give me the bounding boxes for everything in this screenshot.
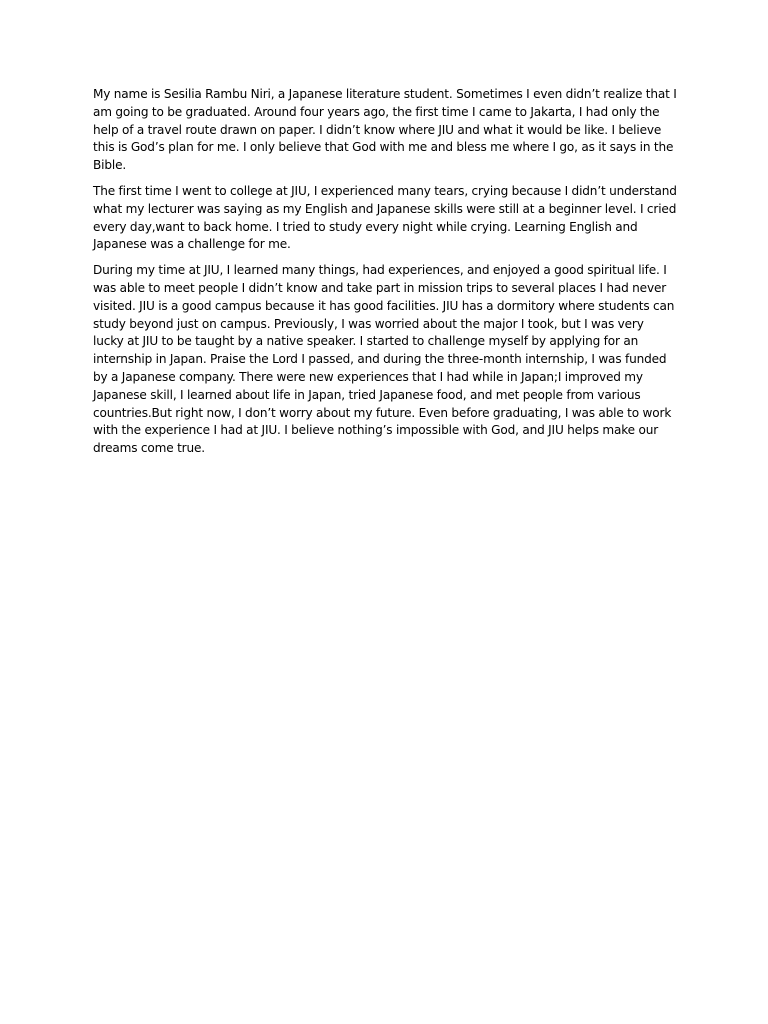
paragraph-3: During my time at JIU, I learned many things, had experiences, and enjoyed a good spiritual life. I was able to meet people I didn’t know and take part in mission trips to several places I had never visited. JIU is a good campus because it has good facilities. JIU has a dormitory where students can study beyond just on campus. Previously, I was worried about the major I took, but I was very lucky at JIU to be taught by a native speaker. I started to challenge myself by applying for an internship in Japan. Praise the Lord I passed, and during the three-month internship, I was funded by a Japanese company. There were new experiences that I had while in Japan;I improved my Japanese skill, I learned about life in Japan, tried Japanese food, and met people from various countries.But right now, I don’t worry about my future. Even before graduating, I was able to work with the experience I had at JIU. I believe nothing’s impossible with God, and JIU helps make our dreams come true. xyxy=(93,263,675,456)
paragraph-2: The first time I went to college at JIU, I experienced many tears, crying because I didn’t understand what my lecturer was saying as my English and Japanese skills were still at a beginner level. I cried every day,want to back home. I tried to study every night while crying. Learning English and Japanese was a challenge for me. xyxy=(93,183,677,252)
document-body xyxy=(93,86,677,466)
paragraph-1: My name is Sesilia Rambu Niri, a Japanese literature student. Sometimes I even didn’t realize that I am going to be graduated. Around four years ago, the first time I came to Jakarta, I had only the help of a travel route drawn on paper. I didn’t know where JIU and what it would be like. I believe this is God’s plan for me. I only believe that God with me and bless me where I go, as it says in the Bible. xyxy=(93,87,677,173)
